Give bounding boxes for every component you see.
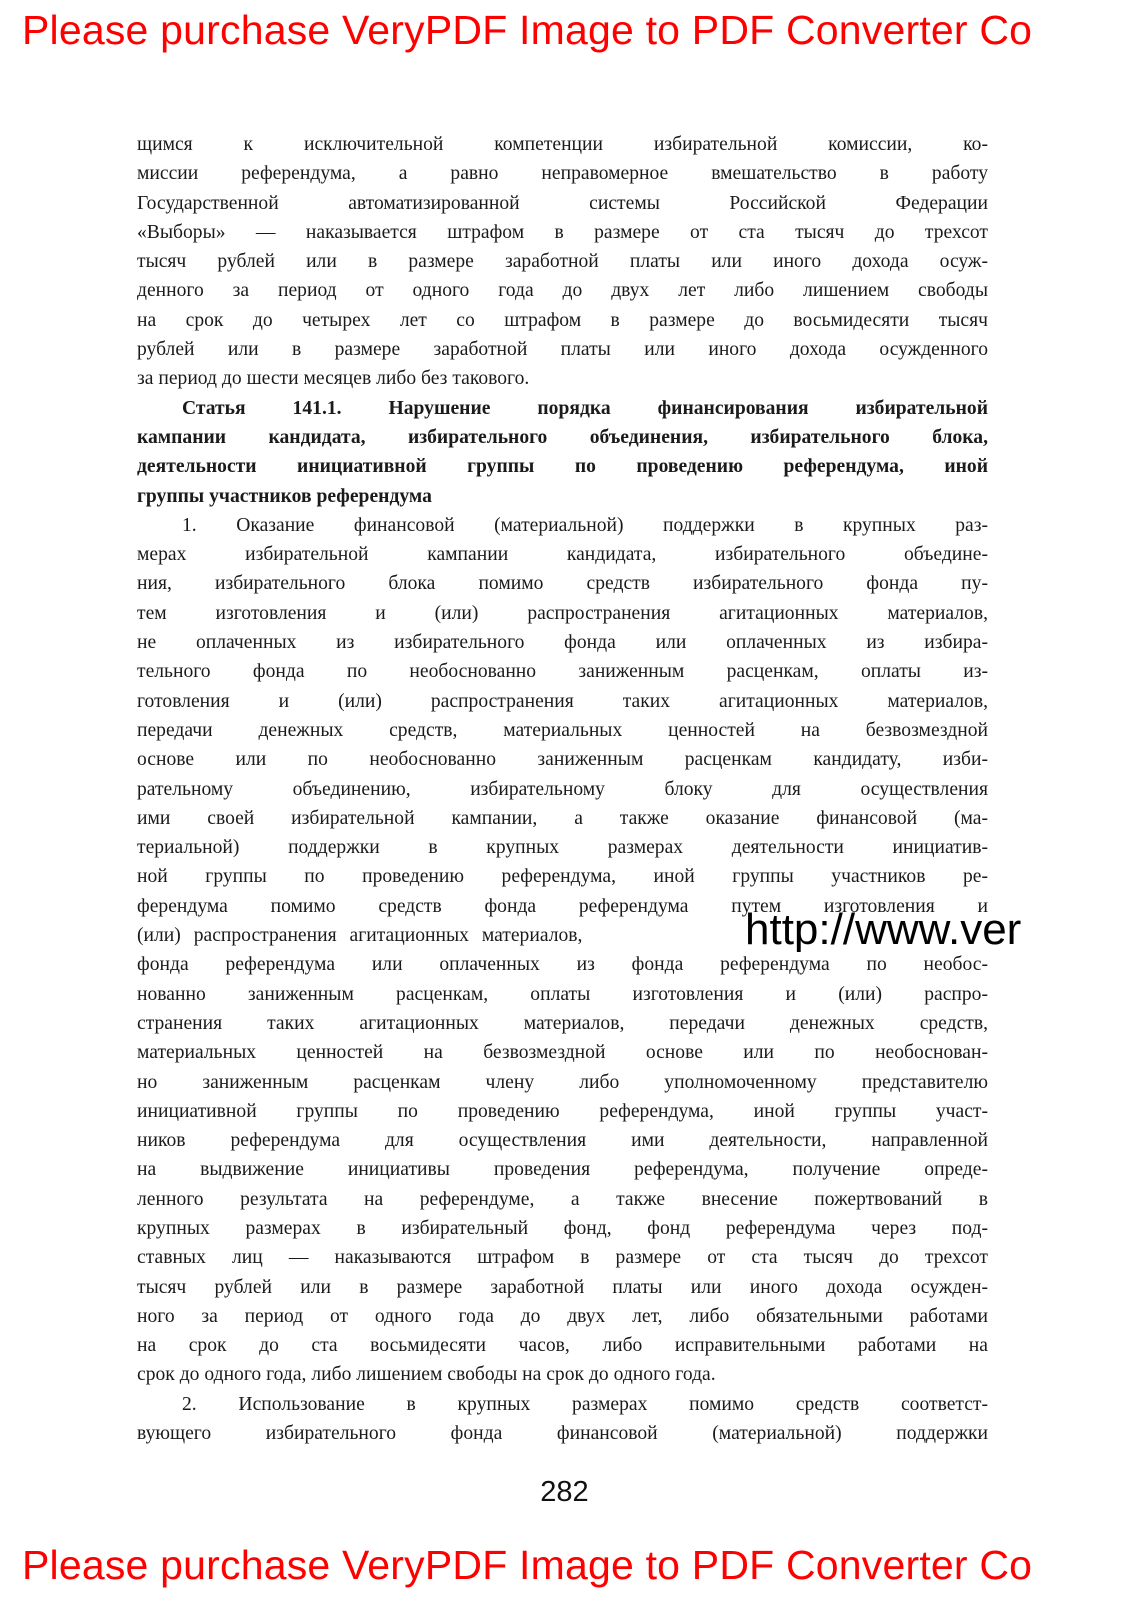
text-line: крупных размерах в избирательный фонд, фонд референдума через под- — [137, 1217, 988, 1239]
text-line: вующего избирательного фонда финансовой (материальной) поддержки — [137, 1423, 988, 1445]
text-line: готовления и (или) распространения таких агитационных материалов, — [137, 690, 988, 712]
text-line: передачи денежных средств, материальных ценностей на безвозмездной — [137, 719, 988, 741]
page-number: 282 — [540, 1476, 589, 1508]
text-line: денного за период от одного года до двух лет либо лишением свободы — [137, 280, 988, 302]
text-line: 2. Использование в крупных размерах помимо средств соответст- — [182, 1393, 988, 1415]
text-line: териальной) поддержки в крупных размерах деятельности инициатив- — [137, 837, 988, 859]
text-line: но заниженным расценкам члену либо уполномоченному представителю — [137, 1071, 988, 1093]
watermark-top: Please purchase VeryPDF Image to PDF Converter Co — [22, 7, 1033, 53]
text-line: не оплаченных из избирательного фонда или оплаченных из избира- — [137, 632, 988, 654]
article-heading-line: Статья 141.1. Нарушение порядка финансирования избирательной — [182, 397, 988, 419]
text-line: на выдвижение инициативы проведения референдума, получение опреде- — [137, 1159, 988, 1181]
text-line: (или) распространения агитационных материалов, — [137, 925, 583, 947]
text-line: ленного результата на референдуме, а также внесение пожертвований в — [137, 1188, 988, 1210]
text-line: срок до одного года, либо лишением свободы на срок до одного года. — [137, 1364, 716, 1386]
text-line: материальных ценностей на безвозмездной основе или по необоснован- — [137, 1042, 988, 1064]
article-heading-line: кампании кандидата, избирательного объединения, избирательного блока, — [137, 426, 988, 448]
watermark-url: http://www.ver — [745, 908, 1022, 952]
text-line: рательному объединению, избирательному блоку для осуществления — [137, 778, 988, 800]
text-line: тысяч рублей или в размере заработной платы или иного дохода осужден- — [137, 1276, 988, 1298]
text-line: фонда референдума или оплаченных из фонда референдума по необос- — [137, 954, 988, 976]
article-heading-line: деятельности инициативной группы по проведению референдума, иной — [137, 456, 988, 478]
text-line: тем изготовления и (или) распространения агитационных материалов, — [137, 602, 988, 624]
text-line: странения таких агитационных материалов, передачи денежных средств, — [137, 1012, 988, 1034]
text-line: ферендума помимо средств фонда референдума путем изготовления и — [137, 895, 988, 917]
text-line: рублей или в размере заработной платы или иного дохода осужденного — [137, 339, 988, 361]
text-line: миссии референдума, а равно неправомерное вмешательство в работу — [137, 163, 988, 185]
text-line: ного за период от одного года до двух лет, либо обязательными работами — [137, 1305, 988, 1327]
text-line: Государственной автоматизированной системы Российской Федерации — [137, 192, 988, 214]
text-line: щимся к исключительной компетенции избирательной комиссии, ко- — [137, 134, 988, 155]
text-line: ния, избирательного блока помимо средств избирательного фонда пу- — [137, 573, 988, 595]
text-line: инициативной группы по проведению референдума, иной группы участ- — [137, 1100, 988, 1122]
watermark-bottom: Please purchase VeryPDF Image to PDF Converter Co — [22, 1542, 1033, 1588]
text-line: ими своей избирательной кампании, а также оказание финансовой (ма- — [137, 807, 988, 829]
text-line: нованно заниженным расценкам, оплаты изготовления и (или) распро- — [137, 983, 988, 1005]
text-line: мерах избирательной кампании кандидата, избирательного объедине- — [137, 544, 988, 566]
text-line: ной группы по проведению референдума, иной группы участников ре- — [137, 866, 988, 888]
article-heading-line: группы участников референдума — [137, 485, 432, 507]
text-line: за период до шести месяцев либо без такового. — [137, 368, 530, 390]
text-line: основе или по необоснованно заниженным расценкам кандидату, изби- — [137, 749, 988, 771]
text-line: ников референдума для осуществления ими деятельности, направленной — [137, 1130, 988, 1152]
text-line: тельного фонда по необоснованно заниженным расценкам, оплаты из- — [137, 661, 988, 683]
text-line: на срок до четырех лет со штрафом в размере до восьмидесяти тысяч — [137, 309, 988, 331]
document-body — [137, 130, 988, 1448]
text-line: тысяч рублей или в размере заработной платы или иного дохода осуж- — [137, 251, 988, 273]
text-line: «Выборы» — наказывается штрафом в размере от ста тысяч до трехсот — [137, 221, 988, 243]
text-line: на срок до ста восьмидесяти часов, либо исправительными работами на — [137, 1335, 988, 1357]
text-line: 1. Оказание финансовой (материальной) поддержки в крупных раз- — [182, 514, 988, 536]
text-line: ставных лиц — наказываются штрафом в размере от ста тысяч до трехсот — [137, 1247, 988, 1269]
